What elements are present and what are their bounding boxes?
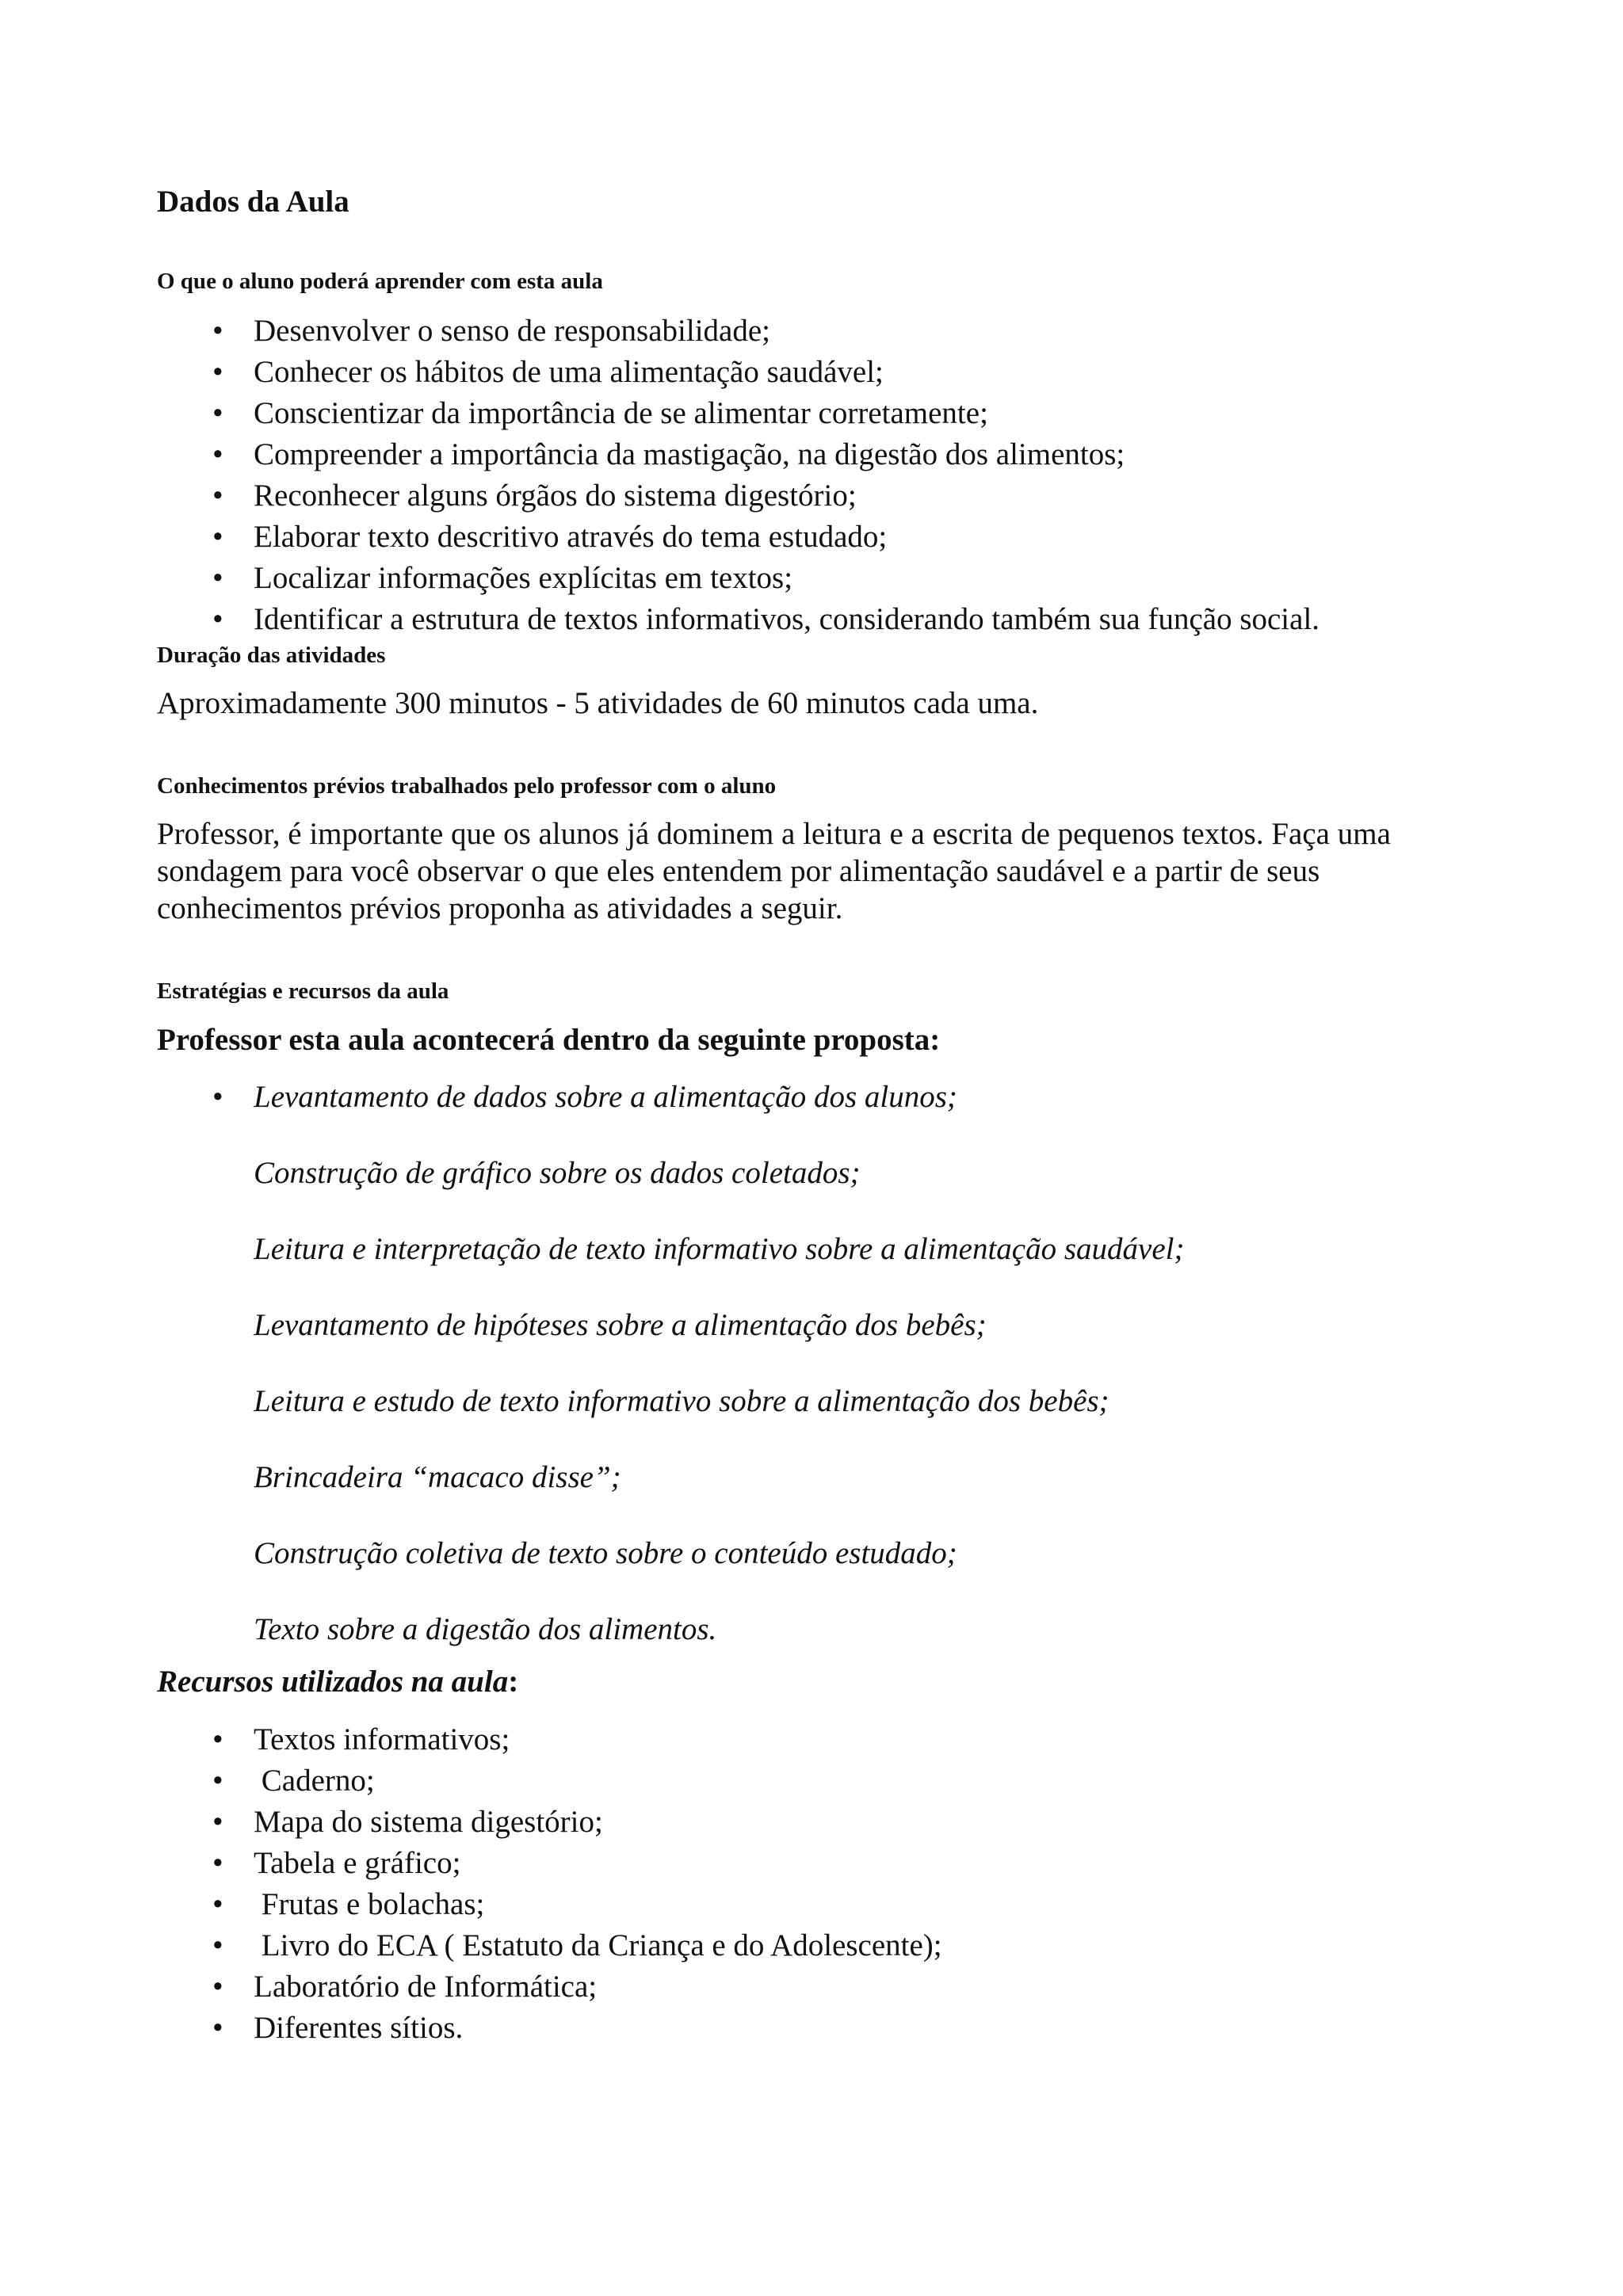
bullet-icon: • (212, 520, 223, 554)
list-item: • Localizar informações explícitas em textos; (157, 558, 1488, 599)
strategies-heading: Estratégias e recursos da aula (157, 978, 449, 1004)
list-item: Leitura e estudo de texto informativo sobre a alimentação dos bebês; (254, 1384, 1109, 1418)
bullet-icon: • (212, 602, 223, 636)
proposal-list (157, 1077, 1488, 1650)
duration-text: Aproximadamente 300 minutos - 5 atividades de 60 minutos cada uma. (157, 686, 1039, 720)
list-item: • Conhecer os hábitos de uma alimentação saudável; (157, 352, 1488, 393)
list-item: • Caderno; (157, 1760, 1488, 1802)
prior-knowledge-text: Professor, é importante que os alunos já dominem a leitura e a escrita de pequenos textos. Faça uma sondagem para você observar o que eles entendem por alimentação saudável e a partir de seus conhecimentos prévios proponha as atividades a seguir. (157, 817, 1391, 925)
list-item: Construção coletiva de texto sobre o conteúdo estudado; (254, 1536, 957, 1570)
list-item: • Diferentes sítios. (157, 2008, 1488, 2049)
learning-heading: O que o aluno poderá aprender com esta aula (157, 269, 603, 294)
list-item: • Reconhecer alguns órgãos do sistema digestório; (157, 475, 1488, 517)
bullet-icon: • (212, 1928, 223, 1962)
duration-heading: Duração das atividades (157, 643, 386, 668)
list-item: • Laboratório de Informática; (157, 1966, 1488, 2008)
resources-heading (157, 1662, 1488, 1702)
list-item: • Desenvolver o senso de responsabilidade; (157, 311, 1488, 352)
list-item: • Textos informativos; (157, 1719, 1488, 1760)
list-item: Construção de gráfico sobre os dados coletados; (254, 1156, 861, 1190)
bullet-icon: • (212, 1080, 223, 1114)
list-item: • Livro do ECA ( Estatuto da Criança e do Adolescente); (157, 1925, 1488, 1966)
resources-heading-colon: : (508, 1665, 519, 1699)
list-item: • Elaborar texto descritivo através do tema estudado; (157, 517, 1488, 558)
list-item: • Tabela e gráfico; (157, 1843, 1488, 1884)
prior-knowledge-heading: Conhecimentos prévios trabalhados pelo professor com o aluno (157, 773, 777, 799)
document-page (157, 182, 1488, 2049)
bullet-icon: • (212, 314, 223, 348)
list-item: • Identificar a estrutura de textos informativos, considerando também sua função social. (157, 599, 1488, 640)
list-item: • Frutas e bolachas; (157, 1884, 1488, 1925)
bullet-icon: • (212, 1722, 223, 1756)
resources-list (157, 1719, 1488, 2049)
list-item: Brincadeira “macaco disse”; (254, 1460, 621, 1494)
learning-list (157, 311, 1488, 640)
list-item: Texto sobre a digestão dos alimentos. (254, 1612, 717, 1646)
bullet-icon: • (212, 1764, 223, 1798)
bullet-icon: • (212, 437, 223, 471)
bullet-icon: • (212, 1887, 223, 1921)
list-item: Leitura e interpretação de texto informativo sobre a alimentação saudável; (254, 1232, 1185, 1266)
bullet-icon: • (212, 1805, 223, 1839)
document-title: Dados da Aula (157, 185, 349, 219)
bullet-icon: • (212, 355, 223, 389)
list-item: Levantamento de hipóteses sobre a alimentação dos bebês; (254, 1308, 987, 1342)
bullet-icon: • (212, 1846, 223, 1880)
list-item: • Levantamento de dados sobre a alimentação dos alunos; (157, 1077, 1488, 1117)
bullet-icon: • (212, 1970, 223, 2004)
list-item: • Mapa do sistema digestório; (157, 1802, 1488, 1843)
bullet-icon: • (212, 2011, 223, 2045)
list-item: • Compreender a importância da mastigação, na digestão dos alimentos; (157, 434, 1488, 475)
bullet-icon: • (212, 479, 223, 513)
list-item: • Conscientizar da importância de se alimentar corretamente; (157, 393, 1488, 434)
resources-heading-label: Recursos utilizados na aula (157, 1665, 509, 1699)
bullet-icon: • (212, 561, 223, 595)
proposal-heading: Professor esta aula acontecerá dentro da seguinte proposta: (157, 1023, 941, 1057)
bullet-icon: • (212, 396, 223, 430)
